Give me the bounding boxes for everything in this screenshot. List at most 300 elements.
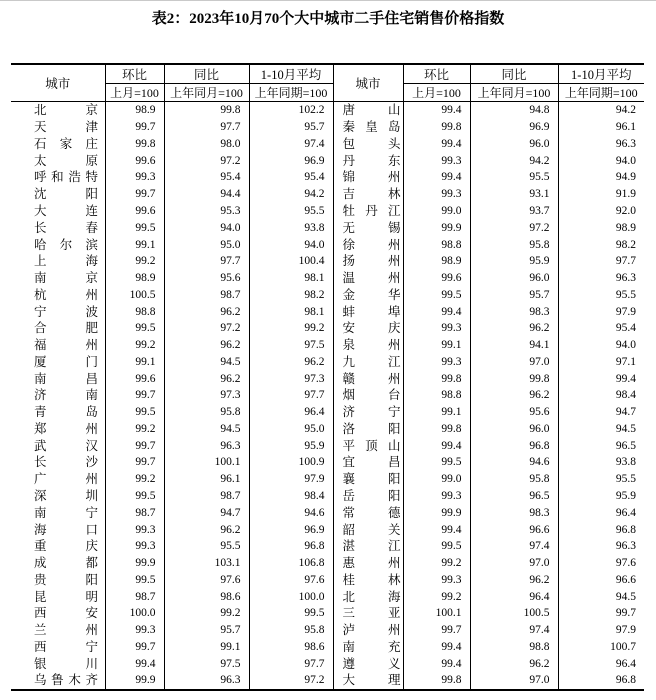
city-cell: [11, 538, 105, 555]
table-row: [11, 471, 644, 488]
yoy-cell: 95.4: [164, 169, 249, 186]
city-name: 赣州: [342, 371, 401, 386]
city-cell: [11, 169, 105, 186]
city-cell: [333, 353, 403, 370]
city-cell: [333, 437, 403, 454]
city-cell: [11, 437, 105, 454]
city-cell: [333, 286, 403, 303]
table-row: [11, 337, 644, 354]
mom-cell: 99.3: [403, 571, 470, 588]
city-cell: [11, 639, 105, 656]
city-name: 金华: [342, 287, 401, 302]
mom-cell: 99.5: [403, 286, 470, 303]
price-index-table: [11, 63, 644, 691]
city-cell: [11, 186, 105, 203]
yoy-cell: 97.0: [470, 672, 558, 690]
mom-cell: 98.9: [105, 270, 164, 287]
mom-cell: 99.5: [105, 571, 164, 588]
yoy-cell: 99.2: [164, 605, 249, 622]
city-name: 无锡: [342, 220, 401, 235]
yoy-cell: 100.5: [470, 605, 558, 622]
mom-cell: 99.3: [105, 521, 164, 538]
mom-cell: 98.8: [105, 303, 164, 320]
avg-cell: 99.2: [249, 320, 333, 337]
city-name: 成都: [34, 556, 98, 571]
city-cell: [333, 655, 403, 672]
table-row: [11, 370, 644, 387]
city-name: 徐州: [342, 237, 401, 252]
avg-cell: 97.9: [615, 305, 636, 318]
city-name: 沈阳: [34, 187, 98, 202]
mom-cell: 99.4: [403, 169, 470, 186]
city-name: 惠州: [342, 556, 401, 571]
avg-cell: 97.9: [249, 471, 333, 488]
col-header-mom-left: 环比: [105, 64, 164, 84]
avg-cell: 97.1: [615, 355, 636, 368]
yoy-cell: 93.1: [470, 186, 558, 203]
table-row: [11, 387, 644, 404]
mom-cell: 99.8: [403, 672, 470, 690]
city-cell: [333, 488, 403, 505]
city-cell: [333, 102, 403, 119]
table-row: [11, 488, 644, 505]
mom-cell: 99.5: [105, 219, 164, 236]
city-name: 上海: [34, 254, 98, 269]
city-name: 泸州: [342, 623, 401, 638]
city-name: 泉州: [342, 338, 401, 353]
mom-cell: 100.0: [105, 605, 164, 622]
avg-cell: 92.0: [615, 204, 636, 217]
city-cell: [11, 286, 105, 303]
yoy-cell: 103.1: [164, 555, 249, 572]
table-row: [11, 421, 644, 438]
table-row: [11, 622, 644, 639]
mom-cell: 99.4: [403, 136, 470, 153]
table-row: [11, 136, 644, 153]
table-row: [11, 286, 644, 303]
avg-cell: 96.6: [615, 573, 636, 586]
yoy-cell: 98.3: [470, 303, 558, 320]
city-cell: [333, 320, 403, 337]
city-cell: [11, 555, 105, 572]
table-row: [11, 639, 644, 656]
avg-cell: 96.2: [249, 353, 333, 370]
table-row: [11, 655, 644, 672]
col-header-yoy-right: 同比: [470, 64, 558, 84]
subheader-mom-right: 上月=100: [403, 84, 470, 102]
yoy-cell: 100.1: [164, 454, 249, 471]
table-title: 表2：2023年10月70个大中城市二手住宅销售价格指数: [151, 11, 505, 27]
avg-cell: 94.7: [615, 406, 636, 419]
mom-cell: 99.6: [105, 203, 164, 220]
city-name: 济宁: [342, 405, 401, 420]
yoy-cell: 96.2: [164, 337, 249, 354]
city-cell: [333, 454, 403, 471]
city-cell: [333, 203, 403, 220]
city-cell: [333, 219, 403, 236]
avg-cell: 98.4: [249, 488, 333, 505]
city-name: 长春: [34, 220, 98, 235]
yoy-cell: 96.2: [470, 571, 558, 588]
city-cell: [11, 270, 105, 287]
city-name: 襄阳: [342, 472, 401, 487]
avg-cell: 95.8: [249, 622, 333, 639]
avg-cell: 97.7: [249, 655, 333, 672]
avg-cell: 100.7: [610, 640, 636, 653]
mom-cell: 99.7: [105, 119, 164, 136]
mom-cell: 99.5: [105, 488, 164, 505]
city-name: 湛江: [342, 539, 401, 554]
yoy-cell: 96.2: [470, 387, 558, 404]
yoy-cell: 96.3: [164, 672, 249, 690]
city-cell: [333, 672, 403, 690]
yoy-cell: 95.5: [470, 169, 558, 186]
city-name: 包头: [342, 136, 401, 151]
mom-cell: 99.1: [105, 353, 164, 370]
yoy-cell: 94.6: [470, 454, 558, 471]
table-row: [11, 169, 644, 186]
yoy-cell: 96.0: [470, 270, 558, 287]
city-name: 太原: [34, 153, 98, 168]
mom-cell: 99.2: [105, 253, 164, 270]
city-cell: [11, 337, 105, 354]
avg-cell: 96.4: [249, 404, 333, 421]
avg-cell: 102.2: [249, 102, 333, 119]
yoy-cell: 94.1: [470, 337, 558, 354]
city-cell: [11, 421, 105, 438]
mom-cell: 100.1: [403, 605, 470, 622]
col-header-avg-right: 1-10月平均: [558, 64, 644, 84]
city-name: 唐山: [342, 103, 401, 118]
yoy-cell: 97.7: [164, 253, 249, 270]
mom-cell: 100.5: [105, 286, 164, 303]
city-cell: [11, 136, 105, 153]
avg-cell: 98.2: [615, 238, 636, 251]
city-name: 杭州: [34, 287, 98, 302]
header-row-sub: [11, 84, 644, 102]
city-name: 扬州: [342, 254, 401, 269]
avg-cell: 96.3: [615, 272, 636, 285]
city-cell: [333, 119, 403, 136]
avg-cell: 96.3: [615, 540, 636, 553]
city-name: 乌鲁木齐: [34, 673, 98, 688]
avg-cell: 95.9: [249, 437, 333, 454]
mom-cell: 98.8: [403, 236, 470, 253]
city-name: 石家庄: [34, 136, 98, 151]
yoy-cell: 98.7: [164, 488, 249, 505]
city-cell: [333, 639, 403, 656]
city-name: 安庆: [342, 321, 401, 336]
city-cell: [333, 337, 403, 354]
avg-cell: 100.0: [249, 588, 333, 605]
avg-cell: 95.5: [249, 203, 333, 220]
city-cell: [11, 471, 105, 488]
city-cell: [11, 521, 105, 538]
avg-cell: 98.1: [249, 303, 333, 320]
city-cell: [11, 504, 105, 521]
mom-cell: 99.5: [403, 538, 470, 555]
city-name: 岳阳: [342, 488, 401, 503]
table-row: [11, 571, 644, 588]
yoy-cell: 95.0: [164, 236, 249, 253]
mom-cell: 99.2: [403, 555, 470, 572]
yoy-cell: 97.2: [470, 219, 558, 236]
city-cell: [333, 571, 403, 588]
avg-cell: 95.7: [249, 119, 333, 136]
yoy-cell: 97.7: [164, 119, 249, 136]
col-header-mom-right: 环比: [403, 64, 470, 84]
city-name: 北京: [34, 103, 98, 118]
city-cell: [11, 454, 105, 471]
yoy-cell: 95.9: [470, 253, 558, 270]
city-cell: [11, 672, 105, 690]
mom-cell: 98.7: [105, 588, 164, 605]
yoy-cell: 95.6: [164, 270, 249, 287]
mom-cell: 99.9: [105, 672, 164, 690]
city-cell: [11, 236, 105, 253]
city-name: 南京: [34, 271, 98, 286]
avg-cell: 96.8: [249, 538, 333, 555]
avg-cell: 99.7: [615, 607, 636, 620]
avg-cell: 95.4: [249, 169, 333, 186]
mom-cell: 99.1: [403, 337, 470, 354]
city-name: 蚌埠: [342, 304, 401, 319]
yoy-cell: 99.8: [470, 370, 558, 387]
mom-cell: 98.7: [105, 504, 164, 521]
table-row: [11, 203, 644, 220]
yoy-cell: 96.0: [470, 421, 558, 438]
table-row: [11, 404, 644, 421]
city-cell: [333, 387, 403, 404]
table-row: [11, 253, 644, 270]
mom-cell: 99.9: [105, 555, 164, 572]
yoy-cell: 99.1: [164, 639, 249, 656]
yoy-cell: 96.2: [164, 303, 249, 320]
city-name: 济南: [34, 388, 98, 403]
yoy-cell: 99.8: [164, 102, 249, 119]
city-name: 锦州: [342, 170, 401, 185]
avg-cell: 97.9: [615, 624, 636, 637]
city-name: 郑州: [34, 421, 98, 436]
city-name: 银川: [34, 656, 98, 671]
city-name: 海口: [34, 522, 98, 537]
yoy-cell: 97.2: [164, 152, 249, 169]
avg-cell: 94.2: [615, 104, 636, 117]
avg-cell: 97.5: [249, 337, 333, 354]
avg-cell: 96.5: [615, 439, 636, 452]
city-name: 呼和浩特: [34, 170, 98, 185]
table-header: [11, 64, 644, 102]
city-name: 兰州: [34, 623, 98, 638]
yoy-cell: 95.8: [470, 471, 558, 488]
mom-cell: 98.9: [105, 102, 164, 119]
city-cell: [11, 253, 105, 270]
city-name: 丹东: [342, 153, 401, 168]
yoy-cell: 98.0: [164, 136, 249, 153]
avg-cell: 97.4: [249, 136, 333, 153]
city-cell: [11, 370, 105, 387]
mom-cell: 99.7: [403, 622, 470, 639]
mom-cell: 99.7: [105, 639, 164, 656]
avg-cell: 98.9: [615, 221, 636, 234]
city-name: 三亚: [342, 606, 401, 621]
table-row: [11, 454, 644, 471]
avg-cell: 95.9: [615, 489, 636, 502]
subheader-yoy-left: 上年同月=100: [164, 84, 249, 102]
col-header-yoy-left: 同比: [164, 64, 249, 84]
mom-cell: 98.9: [403, 253, 470, 270]
city-cell: [333, 471, 403, 488]
mom-cell: 99.8: [403, 421, 470, 438]
city-name: 长沙: [34, 455, 98, 470]
city-name: 遵义: [342, 656, 401, 671]
avg-cell: 97.6: [249, 571, 333, 588]
city-cell: [333, 186, 403, 203]
yoy-cell: 95.8: [164, 404, 249, 421]
yoy-cell: 96.4: [470, 588, 558, 605]
avg-cell: 97.2: [249, 672, 333, 690]
avg-cell: 96.8: [615, 674, 636, 687]
yoy-cell: 98.8: [470, 639, 558, 656]
yoy-cell: 95.7: [164, 622, 249, 639]
yoy-cell: 97.0: [470, 555, 558, 572]
yoy-cell: 98.6: [164, 588, 249, 605]
mom-cell: 99.3: [105, 538, 164, 555]
city-name: 洛阳: [342, 421, 401, 436]
city-name: 贵阳: [34, 572, 98, 587]
yoy-cell: 96.5: [470, 488, 558, 505]
yoy-cell: 97.2: [164, 320, 249, 337]
table-row: [11, 219, 644, 236]
city-cell: [11, 622, 105, 639]
avg-cell: 94.6: [249, 504, 333, 521]
mom-cell: 99.7: [105, 454, 164, 471]
avg-cell: 98.6: [249, 639, 333, 656]
city-cell: [11, 219, 105, 236]
mom-cell: 99.6: [403, 270, 470, 287]
city-name: 福州: [34, 338, 98, 353]
avg-cell: 98.1: [249, 270, 333, 287]
city-name: 大连: [34, 203, 98, 218]
city-cell: [333, 622, 403, 639]
city-name: 天津: [34, 120, 98, 135]
table-row: [11, 152, 644, 169]
yoy-cell: 96.1: [164, 471, 249, 488]
city-cell: [333, 504, 403, 521]
avg-cell: 94.5: [615, 590, 636, 603]
avg-cell: 97.6: [615, 557, 636, 570]
city-name: 厦门: [34, 354, 98, 369]
avg-cell: 94.5: [615, 422, 636, 435]
mom-cell: 99.8: [105, 136, 164, 153]
city-cell: [333, 421, 403, 438]
table-row: [11, 270, 644, 287]
avg-cell: 96.9: [249, 152, 333, 169]
mom-cell: 99.5: [403, 454, 470, 471]
city-name: 哈尔滨: [34, 237, 98, 252]
avg-cell: 97.7: [615, 255, 636, 268]
mom-cell: 99.3: [403, 152, 470, 169]
mom-cell: 99.1: [403, 404, 470, 421]
table-row: [11, 102, 644, 119]
city-name: 烟台: [342, 388, 401, 403]
mom-cell: 99.3: [105, 169, 164, 186]
city-cell: [11, 588, 105, 605]
city-name: 秦皇岛: [342, 120, 401, 135]
mom-cell: 99.8: [403, 370, 470, 387]
yoy-cell: 96.0: [470, 136, 558, 153]
subheader-avg-left: 上年同期=100: [249, 84, 333, 102]
avg-cell: 91.9: [615, 188, 636, 201]
yoy-cell: 95.3: [164, 203, 249, 220]
city-cell: [11, 488, 105, 505]
table-row: [11, 119, 644, 136]
avg-cell: 98.2: [249, 286, 333, 303]
table-row: [11, 672, 644, 690]
mom-cell: 99.3: [403, 186, 470, 203]
mom-cell: 99.0: [403, 471, 470, 488]
city-cell: [333, 236, 403, 253]
city-cell: [11, 404, 105, 421]
table-row: [11, 521, 644, 538]
mom-cell: 99.3: [105, 622, 164, 639]
yoy-cell: 94.0: [164, 219, 249, 236]
col-header-city-left: 城市: [11, 64, 105, 102]
avg-cell: 94.2: [249, 186, 333, 203]
city-name: 九江: [342, 354, 401, 369]
yoy-cell: 93.7: [470, 203, 558, 220]
city-cell: [11, 119, 105, 136]
mom-cell: 99.4: [403, 437, 470, 454]
mom-cell: 99.7: [105, 186, 164, 203]
subheader-avg-right: 上年同期=100: [558, 84, 644, 102]
mom-cell: 99.6: [105, 152, 164, 169]
mom-cell: 98.8: [403, 387, 470, 404]
table-row: [11, 504, 644, 521]
avg-cell: 95.4: [615, 322, 636, 335]
yoy-cell: 94.8: [470, 102, 558, 119]
avg-cell: 99.5: [249, 605, 333, 622]
subheader-yoy-right: 上年同月=100: [470, 84, 558, 102]
yoy-cell: 98.7: [164, 286, 249, 303]
city-name: 牡丹江: [342, 203, 401, 218]
avg-cell: 97.7: [249, 387, 333, 404]
avg-cell: 94.0: [615, 154, 636, 167]
mom-cell: 99.0: [403, 203, 470, 220]
yoy-cell: 96.3: [164, 437, 249, 454]
yoy-cell: 96.6: [470, 521, 558, 538]
mom-cell: 99.5: [105, 404, 164, 421]
mom-cell: 99.9: [403, 219, 470, 236]
yoy-cell: 97.3: [164, 387, 249, 404]
yoy-cell: 95.8: [470, 236, 558, 253]
table-row: [11, 588, 644, 605]
city-name: 北海: [342, 589, 401, 604]
avg-cell: 94.0: [249, 236, 333, 253]
city-cell: [11, 655, 105, 672]
avg-cell: 98.4: [615, 389, 636, 402]
city-name: 吉林: [342, 187, 401, 202]
table-row: [11, 320, 644, 337]
avg-cell: 96.8: [615, 523, 636, 536]
avg-cell: 93.8: [615, 456, 636, 469]
yoy-cell: 94.5: [164, 353, 249, 370]
city-name: 平顶山: [342, 438, 401, 453]
mom-cell: 99.2: [403, 588, 470, 605]
city-name: 西宁: [34, 639, 98, 654]
city-name: 深圳: [34, 488, 98, 503]
city-cell: [333, 588, 403, 605]
